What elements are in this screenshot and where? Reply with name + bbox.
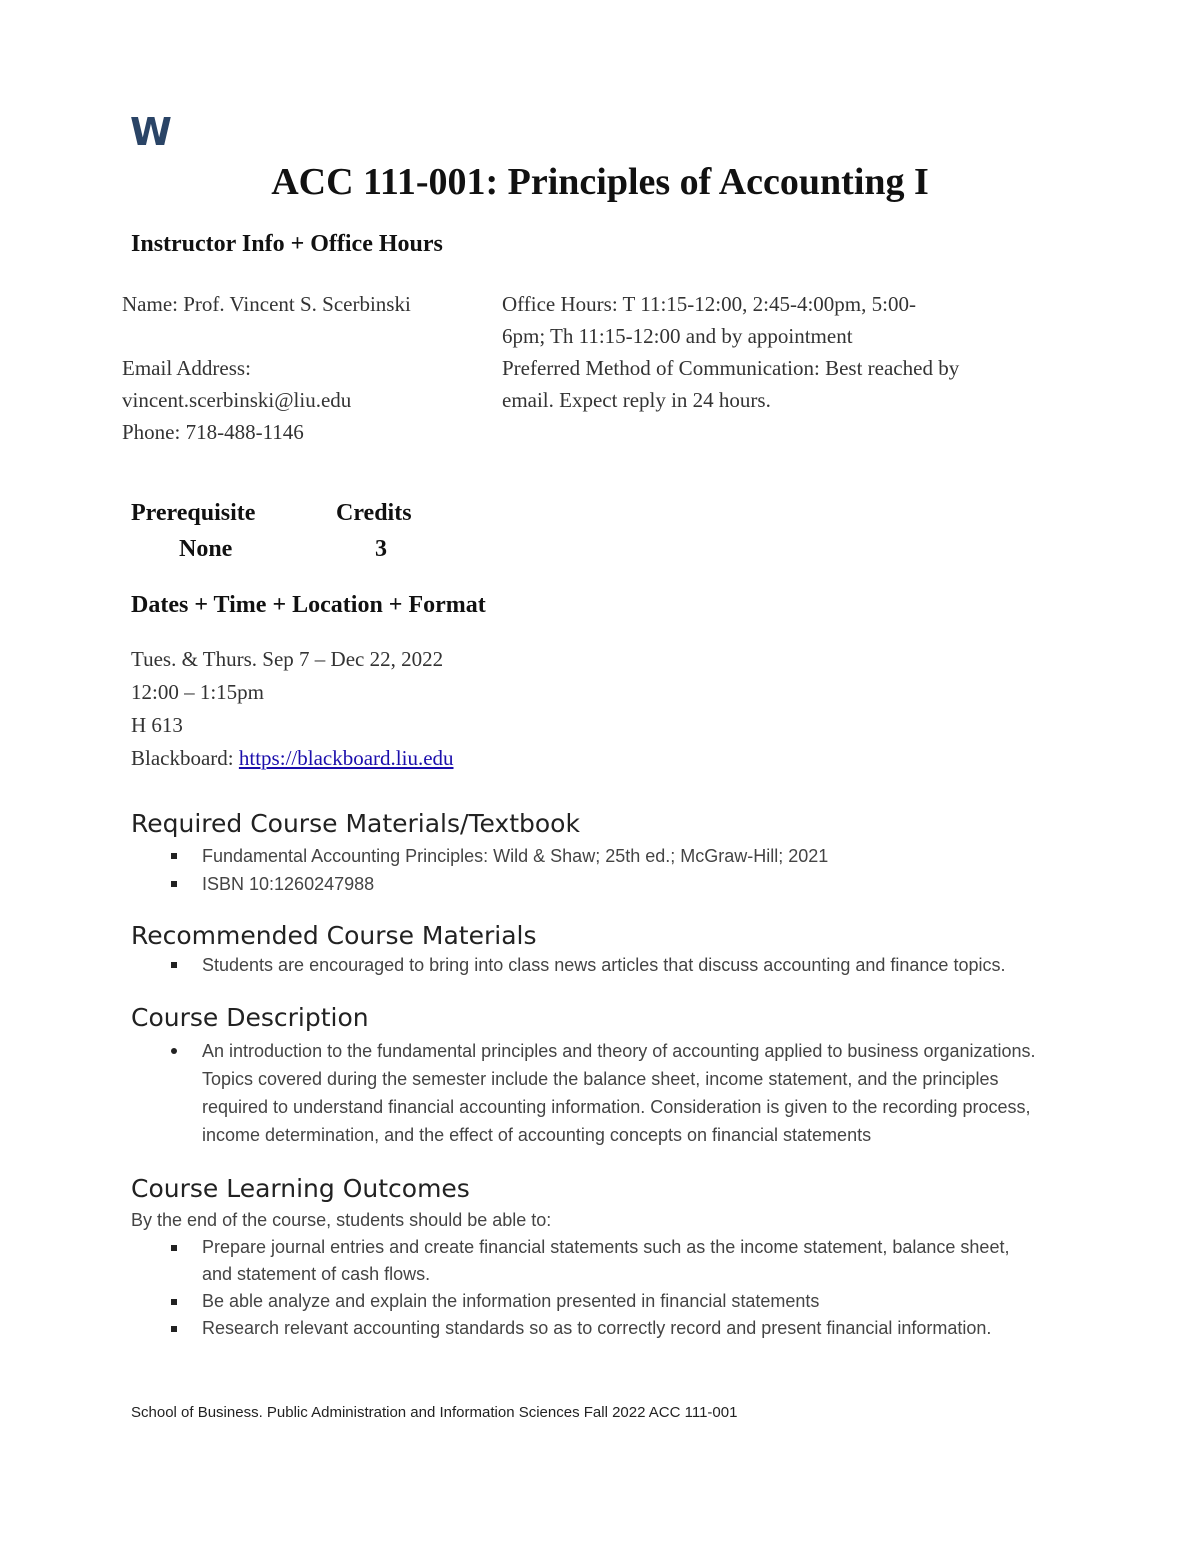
- school-logo-mark: W: [130, 110, 171, 154]
- instructor-name: Name: Prof. Vincent S. Scerbinski: [122, 292, 411, 316]
- course-dates: Tues. & Thurs. Sep 7 – Dec 22, 2022: [131, 647, 444, 671]
- course-time: 12:00 – 1:15pm: [131, 680, 265, 704]
- description-line: income determination, and the effect of accounting concepts on financial statements: [202, 1125, 872, 1145]
- email-label: Email Address:: [122, 356, 251, 380]
- instructor-heading: Instructor Info + Office Hours: [131, 231, 443, 257]
- isbn-item: ISBN 10:1260247988: [202, 874, 375, 894]
- square-bullet-icon: [171, 962, 177, 968]
- outcomes-list: [131, 1234, 1131, 1342]
- recommended-materials-heading: Recommended Course Materials: [131, 921, 537, 950]
- required-materials-heading: Required Course Materials/Textbook: [131, 809, 580, 838]
- outcome-line: Be able analyze and explain the information presented in financial statements: [202, 1291, 820, 1311]
- course-location: H 613: [131, 713, 183, 737]
- office-hours-line1: Office Hours: T 11:15-12:00, 2:45-4:00pm, 5:00-: [502, 292, 916, 316]
- description-line: An introduction to the fundamental principles and theory of accounting applied to business organizations.: [202, 1041, 1036, 1061]
- square-bullet-icon: [171, 1326, 177, 1332]
- credits-value: 3: [375, 536, 387, 562]
- description-line: Topics covered during the semester include the balance sheet, income statement, and the principles: [202, 1069, 999, 1089]
- list-item: [131, 870, 1091, 898]
- outcome-line: Prepare journal entries and create financial statements such as the income statement, balance sheet,: [202, 1237, 1010, 1257]
- recommended-item: Students are encouraged to bring into class news articles that discuss accounting and finance topics.: [202, 955, 1006, 975]
- square-bullet-icon: [171, 1245, 177, 1251]
- list-item: [131, 1234, 1131, 1288]
- outcomes-heading: Course Learning Outcomes: [131, 1174, 470, 1203]
- required-materials-list: [131, 842, 1091, 898]
- schedule-details: [131, 643, 831, 775]
- list-item: [131, 1037, 1131, 1149]
- blackboard-line: [131, 742, 831, 775]
- textbook-item: Fundamental Accounting Principles: Wild & Shaw; 25th ed.; McGraw-Hill; 2021: [202, 846, 829, 866]
- list-item: [131, 1288, 1131, 1315]
- square-bullet-icon: [171, 881, 177, 887]
- schedule-heading: Dates + Time + Location + Format: [131, 592, 486, 618]
- description-heading: Course Description: [131, 1003, 369, 1032]
- page-footer: School of Business. Public Administration and Information Sciences Fall 2022 ACC 111-001: [131, 1404, 738, 1421]
- description-line: required to understand financial accounting information. Consideration is given to the recording process,: [202, 1097, 1031, 1117]
- recommended-materials-list: [131, 951, 1111, 979]
- office-hours-column: [502, 288, 1062, 416]
- communication-line2: email. Expect reply in 24 hours.: [502, 388, 771, 412]
- list-item: [131, 951, 1111, 979]
- outcome-line: and statement of cash flows.: [202, 1264, 431, 1284]
- outcomes-intro: By the end of the course, students should be able to:: [131, 1210, 552, 1230]
- course-title: ACC 111-001: Principles of Accounting I: [271, 161, 929, 203]
- square-bullet-icon: [171, 853, 177, 859]
- square-bullet-icon: [171, 1299, 177, 1305]
- blackboard-label: Blackboard:: [131, 746, 239, 770]
- blackboard-link[interactable]: https://blackboard.liu.edu: [238, 746, 454, 770]
- list-item: [131, 842, 1091, 870]
- communication-line1: Preferred Method of Communication: Best reached by: [502, 356, 960, 380]
- prerequisite-label: Prerequisite: [131, 500, 256, 526]
- round-bullet-icon: [171, 1048, 177, 1054]
- description-list: [131, 1037, 1131, 1149]
- instructor-contact-column: [122, 288, 492, 448]
- list-item: [131, 1315, 1131, 1342]
- phone-number: Phone: 718-488-1146: [122, 420, 304, 444]
- credits-label: Credits: [336, 500, 412, 526]
- email-address: vincent.scerbinski@liu.edu: [122, 388, 352, 412]
- prerequisite-value: None: [179, 536, 233, 562]
- outcome-line: Research relevant accounting standards so as to correctly record and present financial information.: [202, 1318, 992, 1338]
- office-hours-line2: 6pm; Th 11:15-12:00 and by appointment: [502, 324, 853, 348]
